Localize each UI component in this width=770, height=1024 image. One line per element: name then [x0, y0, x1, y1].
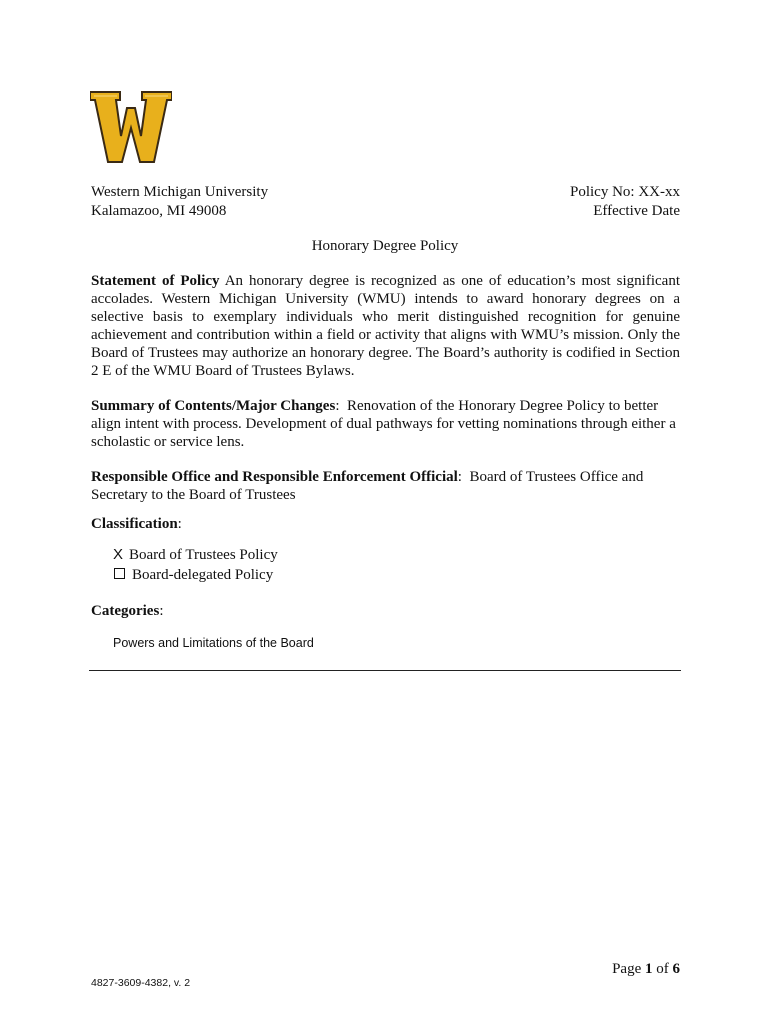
statement-text: An honorary degree is recognized as one of education’s most significant accolades. Western Michigan University (WMU) intends to award honorary degrees on a selective basis to exemplary individuals who merit distinguished recognition for genuine achievement and contribution within a field or activity that aligns with WMU’s mission. Only the Board of Trustees may authorize an honorary degree. The Board’s authority is codified in Section 2 E of the WMU Board of Trustees Bylaws.	[91, 273, 680, 379]
responsible-label: Responsible Office and Responsible Enforcement Official	[91, 469, 458, 485]
classification-option-board-delegated	[113, 566, 273, 585]
responsible-text: Board of Trustees Office and Secretary to the Board of Trustees	[91, 469, 644, 503]
categories-heading: Categories:	[91, 603, 164, 619]
document-id: 4827-3609-4382, v. 2	[91, 977, 191, 989]
category-item: Powers and Limitations of the Board	[113, 636, 314, 650]
statement-label: Statement of Policy	[91, 273, 220, 289]
classification-option-board-of-trustees	[113, 545, 278, 565]
checked-mark: X	[113, 546, 124, 563]
university-name: Western Michigan University	[91, 184, 269, 200]
summary-label: Summary of Contents/Major Changes	[91, 398, 336, 414]
option-label: Board-delegated Policy	[132, 567, 274, 583]
summary-text: Renovation of the Honorary Degree Policy to better align intent with process. Development of dual pathways for vetting nominations through either a scholastic or service lens.	[91, 398, 676, 450]
university-address-block	[91, 183, 268, 221]
horizontal-divider	[89, 670, 681, 671]
classification-heading: Classification:	[91, 516, 182, 532]
page-number: Page 1 of 6	[612, 961, 680, 977]
wmu-w-logo-icon	[90, 90, 172, 164]
summary-of-changes: Summary of Contents/Major Changes: Renovation of the Honorary Degree Policy to better align intent with process. Development of dual pathways for vetting nominations through either a scholastic or service lens.	[91, 398, 676, 450]
policy-info-block	[570, 183, 680, 221]
effective-date: Effective Date	[593, 203, 680, 219]
responsible-office: Responsible Office and Responsible Enforcement Official: Board of Trustees Office and Secretary to the Board of Trustees	[91, 469, 644, 503]
unchecked-box-icon	[114, 568, 125, 579]
university-address: Kalamazoo, MI 49008	[91, 203, 227, 219]
statement-of-policy	[91, 272, 680, 380]
document-title: Honorary Degree Policy	[311, 238, 459, 254]
option-label: Board of Trustees Policy	[129, 547, 278, 563]
policy-number: Policy No: XX-xx	[570, 184, 680, 200]
